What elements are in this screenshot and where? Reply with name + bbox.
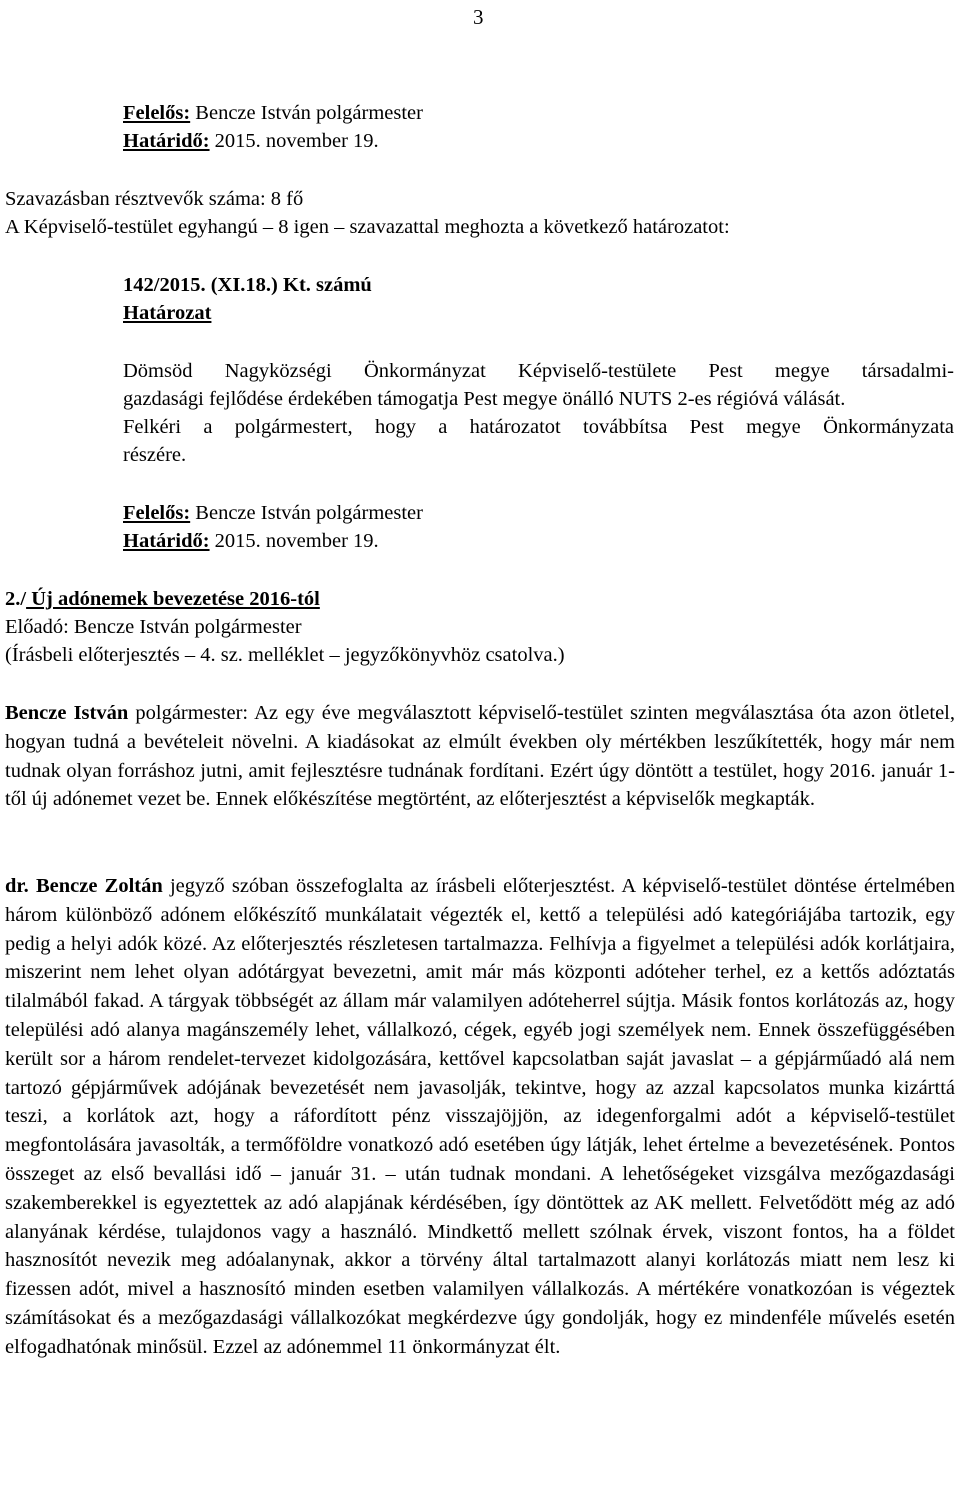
deadline-label: Határidő:: [123, 530, 210, 552]
agenda-presenter: Előadó: Bencze István polgármester: [5, 616, 302, 638]
resolution-number: 142/2015. (XI.18.) Kt. számú: [123, 274, 372, 296]
deadline-text: 2015. november 19.: [209, 530, 379, 552]
agenda-title-text: Új adónemek bevezetése 2016-tól: [26, 588, 320, 610]
resolution-responsible: [123, 499, 423, 528]
vote-result: A Képviselő-testület egyhangú – 8 igen – szavazattal meghozta a következő határozatot:: [5, 216, 730, 238]
page-number: 3: [473, 5, 484, 29]
top-responsible: [123, 99, 423, 128]
responsible-text: Bencze István polgármester: [190, 102, 423, 124]
deadline-label: Határidő:: [123, 130, 210, 152]
resolution-line-2: gazdasági fejlődése érdekében támogatja Pest megye önálló NUTS 2-es régióvá válását.: [123, 388, 846, 410]
paragraph-notary: [5, 872, 955, 1362]
deadline-text: 2015. november 19.: [209, 130, 379, 152]
agenda-note: (Írásbeli előterjesztés – 4. sz. melléklet – jegyzőkönyvhöz csatolva.): [5, 644, 565, 666]
top-deadline: [123, 127, 379, 156]
responsible-label: Felelős:: [123, 102, 191, 124]
paragraph-text: jegyző szóban összefoglalta az írásbeli előterjesztést. A képviselő-testület döntése értelmében három különböző adónem előkészítő munkálatait végezték el, kettő a települési adó kategóriájába tartozik, egy pedig a helyi adók közé. Az előterjesztés részletesen tartalmazza. Felhívja a figyelmet a települési adók korlátjaira, miszerint nem lehet olyan adótárgyat bevezetni, amit már más központi adóteher terhel, ez a kettős adóztatás tilalmából fakad. A tárgyak többségét az állam már valamilyen adóteherrel sújtja. Másik fontos korlátozás az, hogy települési adó alanya magánszemély lehet, vállalkozó, cégek, egyéb jogi személyek nem. Ennek összefüggésében került sor a három rendelet-tervezet kidolgozására, kettővel kapcsolatban saját javaslat – a gépjárműadó alá nem tartozó gépjárművek adójának bevezetését nem javasolják, tekintve, hogy az azzal kapcsolatos munka kizárttá teszi, a korlátok azt, hogy a ráfordított pénz visszajöjjön, az idegenforgalmi adót a képviselő-testület megfontolására javasolták, a termőföldre vonatkozó adó esetében úgy látják, lehet értelme a bevezetésének. Pontos összeget az első bevallási idő – január 31. – után tudnak mondani. A lehetőségeket vizsgálva mezőgazdasági szakemberekkel is egyeztettek az adó alapjának kérdésében, így döntöttek az AK mellett. Felvetődött még az adó alanyának kérdése, tulajdonos vagy a használó. Mindkettő mellett szólnak érvek, viszont fontos, ha a földet hasznosítót nevezik meg adóalanynak, akkor a törvény által tartalmazott alanyi korlátozás miatt nem lesz ki fizessen adót, mivel a hasznosító minden esetben valamilyen vállalkozás. A mértékére vonatkozóan is végeztek számításokat és a mezőgazdasági vállalkozókat megkérdezve úgy gondolják, hogy ez mindenféle művelés esetén elfogadhatónak minősül. Ezzel az adónemmel 11 önkormányzat élt.: [5, 875, 955, 1358]
resolution-line-3: Felkéri a polgármestert, hogy a határozatot továbbítsa Pest megye Önkormányzata: [123, 416, 954, 438]
resolution-line-4: részére.: [123, 444, 187, 466]
resolution-heading: Határozat: [123, 302, 212, 324]
paragraph-mayor: [5, 699, 955, 814]
agenda-title: [5, 585, 955, 614]
speaker-name: Bencze Zoltán: [35, 875, 163, 897]
agenda-number: 2./: [5, 588, 27, 610]
resolution-line-1: Dömsöd Nagyközségi Önkormányzat Képviselő-testülete Pest megye társadalmi-: [123, 360, 954, 382]
paragraph-text: polgármester: Az egy éve megválasztott képviselő-testület szinten megválasztása óta azon ötletel, hogyan tudná a bevételeit növelni. A kiadásokat az elmúlt években oly mértékben leszűkítették, hogy már nem tudnak olyan forráshoz jutni, amit fejlesztésre tudnának fordítani. Ezért úgy döntött a testület, hogy 2016. január 1-től új adónemet vezet be. Ennek előkészítése megtörtént, az előterjesztést a képviselők megkapták.: [5, 702, 955, 811]
vote-count: Szavazásban résztvevők száma: 8 fő: [5, 188, 304, 210]
responsible-text: Bencze István polgármester: [190, 502, 423, 524]
responsible-label: Felelős:: [123, 502, 191, 524]
speaker-prefix: dr.: [5, 875, 36, 897]
resolution-deadline: [123, 527, 379, 556]
speaker-name: Bencze István: [5, 702, 129, 724]
